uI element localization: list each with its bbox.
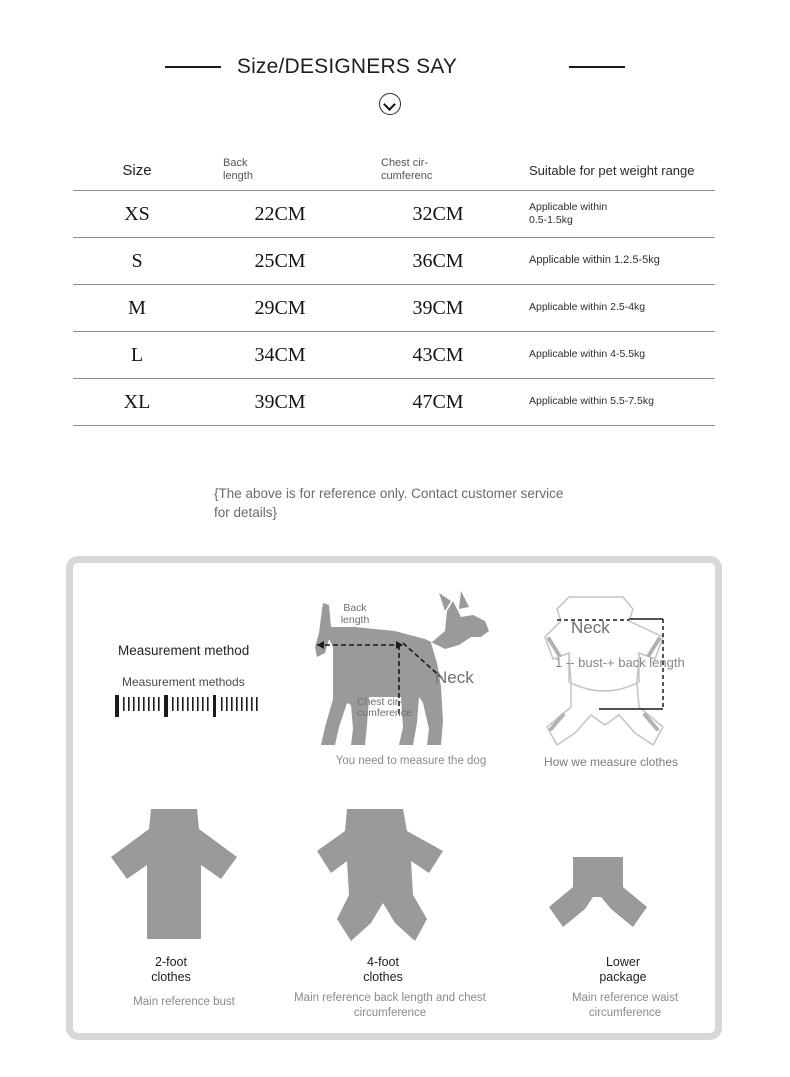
measurement-method-title: Measurement method: [118, 643, 250, 658]
cell-chest: 36CM: [359, 238, 517, 285]
column-header-back-length-line2: length: [223, 170, 253, 182]
dog-neck-label: Neck: [435, 668, 474, 687]
cell-size: L: [73, 332, 201, 379]
table-row: [73, 379, 715, 426]
disclaimer-text: {The above is for reference only. Contact customer service for details}: [214, 486, 564, 521]
table-row: [73, 191, 715, 238]
cell-size: XS: [73, 191, 201, 238]
garment-description: Main reference back length and chest circumference: [294, 992, 486, 1019]
table-row: [73, 332, 715, 379]
garment-label-line2: clothes: [151, 970, 191, 985]
garment-description: Main reference waist circumference: [571, 992, 679, 1019]
page-header: [0, 52, 790, 82]
title-dash-left: [165, 66, 221, 68]
garment-label: [323, 955, 443, 986]
dog-chest-label-line1: Chest cir-: [357, 696, 402, 708]
garment-outline-icon: [513, 587, 703, 762]
cell-size: M: [73, 285, 201, 332]
size-chart-table: [73, 150, 715, 426]
cell-chest: 47CM: [359, 379, 517, 426]
garment-label-line2: clothes: [363, 970, 403, 985]
cell-weight-range-line2: 0.5-1.5kg: [529, 214, 573, 226]
cell-chest: 32CM: [359, 191, 517, 238]
chevron-down-circle-icon: [379, 93, 401, 115]
table-row: [73, 238, 715, 285]
garment-label-line1: 2-foot: [155, 955, 187, 969]
clothes-bust-label: 1 -- bust-+ back length: [555, 655, 685, 670]
cell-back-length: 34CM: [201, 332, 359, 379]
dog-measure-caption: You need to measure the dog: [335, 755, 487, 767]
dog-back-length-label-line2: length: [340, 614, 370, 626]
cell-weight-range: Applicable within 4-5.5kg: [517, 332, 715, 379]
cell-back-length: 22CM: [201, 191, 359, 238]
clothes-neck-label: Neck: [571, 618, 610, 637]
cell-weight-range: [517, 191, 715, 238]
cell-back-length: 39CM: [201, 379, 359, 426]
column-header-size: Size: [122, 161, 152, 179]
garment-label: [563, 955, 683, 986]
expand-section-button[interactable]: [379, 93, 405, 119]
garment-description: Main reference bust: [133, 996, 235, 1008]
garment-label-line1: Lower: [605, 955, 641, 969]
cell-back-length: 29CM: [201, 285, 359, 332]
cell-size: S: [73, 238, 201, 285]
four-foot-clothes-icon: [303, 803, 453, 953]
cell-size: XL: [73, 379, 201, 426]
title-dash-right: [569, 66, 625, 68]
dog-chest-label-line2: cumference: [357, 707, 412, 719]
dog-silhouette-icon: [295, 587, 495, 762]
measurement-guide-panel: [66, 556, 722, 1040]
column-header-weight-range: Suitable for pet weight range: [529, 162, 695, 178]
measurement-method-subtitle: Measurement methods: [122, 675, 245, 689]
clothes-measure-caption: How we measure clothes: [543, 755, 679, 769]
table-row: [73, 285, 715, 332]
two-foot-clothes-icon: [103, 803, 243, 943]
column-header-back-length: [201, 150, 359, 191]
garment-label: [111, 955, 231, 986]
column-header-back-length-line1: Back: [223, 156, 248, 169]
column-header-chest: [359, 150, 517, 191]
table-header-row: [73, 150, 715, 191]
lower-package-icon: [543, 853, 653, 943]
cell-weight-range: Applicable within 5.5-7.5kg: [517, 379, 715, 426]
dog-back-length-label-line1: Back: [343, 602, 367, 614]
cell-weight-range: Applicable within 2.5-4kg: [517, 285, 715, 332]
ruler-icon: [113, 693, 263, 719]
cell-chest: 39CM: [359, 285, 517, 332]
cell-weight-range: Applicable within 1.2.5-5kg: [517, 238, 715, 285]
cell-weight-range-line1: Applicable within: [529, 200, 608, 213]
column-header-chest-line2: cumferenc: [381, 170, 433, 182]
cell-back-length: 25CM: [201, 238, 359, 285]
garment-label-line2: package: [599, 970, 647, 985]
page-title: Size/DESIGNERS SAY: [236, 55, 458, 78]
column-header-chest-line1: Chest cir-: [381, 156, 429, 169]
cell-chest: 43CM: [359, 332, 517, 379]
garment-label-line1: 4-foot: [367, 955, 399, 969]
